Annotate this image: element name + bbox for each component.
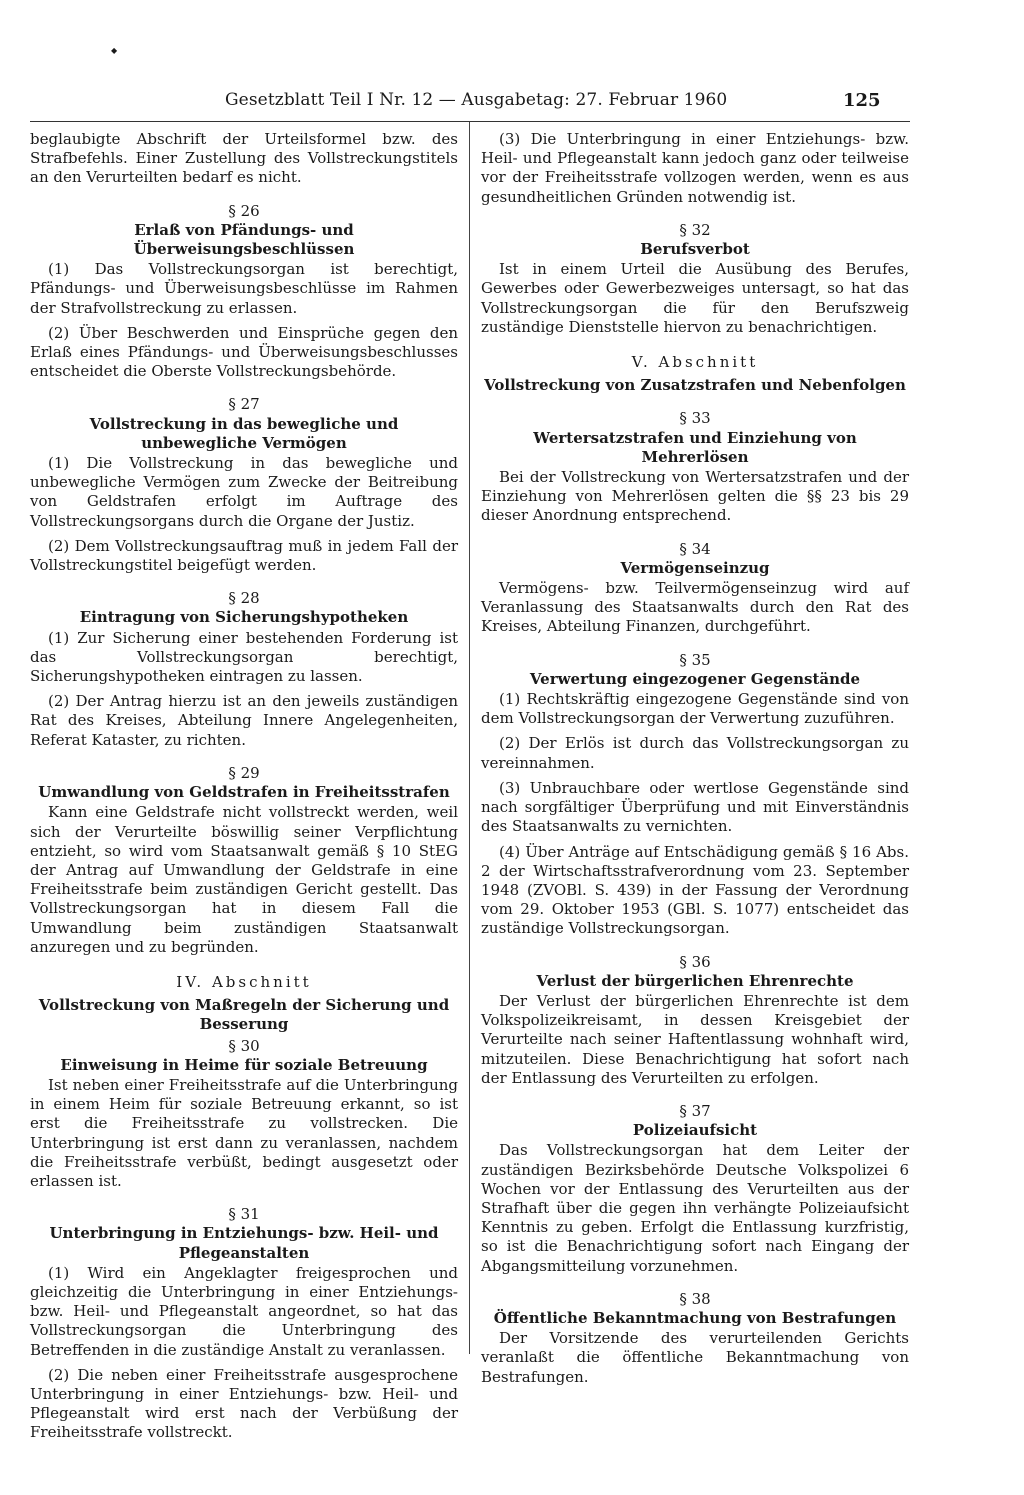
section-title: Polizeiaufsicht xyxy=(632,1121,758,1140)
section-number: § 30 xyxy=(228,1036,260,1055)
speck-mark: ◆ xyxy=(111,46,118,55)
section-title: Vollstreckung in das bewegliche und unbewegliche Vermögen xyxy=(89,414,399,452)
paragraph: (4) Über Anträge auf Entschädigung gemäß § 16 Abs. 2 der Wirtschaftsstrafverordnung vom 23. September 1948 (ZVOBl. S. 439) in der Fassung der Verordnung vom 29. Oktober 1953 (GBl. S. 1077) entscheidet das zuständige Vollstreckungsorgan. xyxy=(481,842,909,938)
section-number: § 28 xyxy=(228,589,260,608)
section-title: Verlust der bürgerlichen Ehrenrechte xyxy=(536,971,854,990)
section-number: § 29 xyxy=(228,763,260,782)
paragraph: (1) Die Vollstreckung in das bewegliche und unbewegliche Vermögen zum Zwecke der Beitreibung von Geldstrafen erfolgt im Auftrage des Vollstreckungsorgans durch die Organe der Justiz. xyxy=(30,454,458,530)
running-head: Gesetzblatt Teil I Nr. 12 — Ausgabetag: 27. Februar 1960 xyxy=(225,90,728,110)
section-title: Berufsverbot xyxy=(640,240,750,259)
column-divider xyxy=(469,122,470,1354)
section-number: § 26 xyxy=(228,201,260,220)
header-rule xyxy=(30,121,910,122)
section-title: Öffentliche Bekanntmachung von Bestrafungen xyxy=(493,1308,897,1327)
carry-over-paragraph: (3) Die Unterbringung in einer Entziehungs- bzw. Heil- und Pflegeanstalt kann jedoch ganz oder teilweise vor der Freiheitsstrafe vollzogen werden, wenn es aus gesundheitlichen Gründen notwendig ist. xyxy=(481,130,909,206)
paragraph: Der Vorsitzende des verurteilenden Gerichts veranlaßt die öffentliche Bekanntmachung von Bestrafungen. xyxy=(481,1329,909,1386)
section-number: § 35 xyxy=(679,650,711,669)
carry-over-paragraph: beglaubigte Abschrift der Urteilsformel bzw. des Strafbefehls. Einer Zustellung des Vollstreckungstitels an den Verurteilten bedarf es nicht. xyxy=(30,130,458,187)
paragraph: (1) Rechtskräftig eingezogene Gegenstände sind von dem Vollstreckungsorgan der Verwertung zuzuführen. xyxy=(481,690,909,728)
right-column xyxy=(481,130,909,1393)
section-number: § 33 xyxy=(679,409,711,428)
paragraph: (2) Der Antrag hierzu ist an den jeweils zuständigen Rat des Kreises, Abteilung Innere Angelegenheiten, Referat Kataster, zu richten. xyxy=(30,692,458,749)
paragraph: Das Vollstreckungsorgan hat dem Leiter der zuständigen Bezirksbehörde Deutsche Volkspolizei 6 Wochen vor der Entlassung des Verurteilten aus der Strafhaft über die gegen ihn verhängte Polizeiaufsicht Kenntnis zu geben. Erfolgt die Entlassung kurzfristig, so ist die Benachrichtigung sofort nach Eingang der Abgangsmitteilung vorzunehmen. xyxy=(481,1141,909,1275)
section-title: Wertersatzstrafen und Einziehung von Mehrerlösen xyxy=(533,428,857,466)
chapter-title: Vollstreckung von Maßregeln der Sicherung und Besserung xyxy=(38,996,450,1034)
section-title: Erlaß von Pfändungs- und Überweisungsbeschlüssen xyxy=(133,220,355,259)
paragraph: Ist neben einer Freiheitsstrafe auf die Unterbringung in einem Heim für soziale Betreuung erkannt, so ist erst die Freiheitsstrafe zu vollstrecken. Die Unterbringung ist erst dann zu veranlassen, nachdem die Freiheitsstrafe verbüßt, bedingt ausgesetzt oder erlassen ist. xyxy=(30,1075,458,1190)
paragraph: Ist in einem Urteil die Ausübung des Berufes, Gewerbes oder Gewerbezweiges untersagt, so hat das Vollstreckungsorgan die für den Berufszweig zuständige Dienststelle hiervon zu benachrichtigen. xyxy=(481,260,909,336)
section-title: Einweisung in Heime für soziale Betreuung xyxy=(60,1055,428,1074)
section-number: § 37 xyxy=(679,1101,711,1120)
paragraph: (1) Zur Sicherung einer bestehenden Forderung ist das Vollstreckungsorgan berechtigt, Sicherungshypotheken eintragen zu lassen. xyxy=(30,628,458,686)
section-number: § 31 xyxy=(228,1205,260,1224)
section-title: Eintragung von Sicherungshypotheken xyxy=(79,608,409,627)
paragraph: (2) Über Beschwerden und Einsprüche gegen den Erlaß eines Pfändungs- und Überweisungsbeschlusses entscheidet die Oberste Vollstreckungsbehörde. xyxy=(30,323,458,381)
section-number: § 34 xyxy=(679,539,711,558)
paragraph: (2) Der Erlös ist durch das Vollstreckungsorgan zu vereinnahmen. xyxy=(481,734,909,772)
section-number: § 32 xyxy=(679,220,711,239)
chapter-title: Vollstreckung von Zusatzstrafen und Nebenfolgen xyxy=(484,376,906,395)
paragraph: Vermögens- bzw. Teilvermögenseinzug wird auf Veranlassung des Staatsanwalts durch den Rat des Kreises, Abteilung Finanzen, durchgeführt. xyxy=(481,579,909,636)
section-title: Unterbringung in Entziehungs- bzw. Heil- und Pflegeanstalten xyxy=(49,1224,439,1262)
left-column xyxy=(30,130,458,1449)
chapter-label: IV. Abschnitt xyxy=(176,972,312,991)
section-number: § 38 xyxy=(679,1289,711,1308)
paragraph: (3) Unbrauchbare oder wertlose Gegenstände sind nach sorgfältiger Überprüfung und mit Einverständnis des Staatsanwalts zu vernichten. xyxy=(481,778,909,836)
paragraph: Bei der Vollstreckung von Wertersatzstrafen und der Einziehung von Mehrerlösen gelten die §§ 23 bis 29 dieser Anordnung entsprechend. xyxy=(481,468,909,525)
paragraph: (2) Die neben einer Freiheitsstrafe ausgesprochene Unterbringung in einer Entziehungs- bzw. Heil- und Pflegeanstalt wird erst nach der Verbüßung der Freiheitsstrafe vollstreckt. xyxy=(30,1365,458,1442)
chapter-label: V. Abschnitt xyxy=(631,353,759,372)
section-number: § 36 xyxy=(679,952,711,971)
paragraph: (1) Das Vollstreckungsorgan ist berechtigt, Pfändungs- und Überweisungsbeschlüsse im Rahmen der Strafvollstreckung zu erlassen. xyxy=(30,260,458,317)
page-number: 125 xyxy=(843,90,881,111)
paragraph: Kann eine Geldstrafe nicht vollstreckt werden, weil sich der Verurteilte böswillig seiner Verpflichtung entzieht, so wird vom Staatsanwalt gemäß § 10 StEG der Antrag auf Umwandlung der Geldstrafe in eine Freiheitsstrafe beim zuständigen Gericht gestellt. Das Vollstreckungsorgan hat in diesem Fall die Umwandlung beim zuständigen Staatsanwalt anzuregen und zu begründen. xyxy=(30,803,458,956)
paragraph: Der Verlust der bürgerlichen Ehrenrechte ist dem Volkspolizeikreisamt, in dessen Kreisgebiet der Verurteilte nach seiner Haftentlassung wohnhaft wird, mitzuteilen. Diese Benachrichtigung hat sofort nach der Entlassung des Verurteilten zu erfolgen. xyxy=(481,991,909,1087)
section-title: Vermögenseinzug xyxy=(620,558,770,577)
section-title: Verwertung eingezogener Gegenstände xyxy=(529,669,861,688)
paragraph: (1) Wird ein Angeklagter freigesprochen und gleichzeitig die Unterbringung in einer Entziehungs- bzw. Heil- und Pflegeanstalt angeordnet, so hat das Vollstreckungsorgan die Unterbringung des Betreffenden in die zuständige Anstalt zu veranlassen. xyxy=(30,1263,458,1359)
section-number: § 27 xyxy=(228,395,260,414)
section-title: Umwandlung von Geldstrafen in Freiheitsstrafen xyxy=(38,783,450,802)
paragraph: (2) Dem Vollstreckungsauftrag muß in jedem Fall der Vollstreckungstitel beigefügt werden. xyxy=(30,536,458,575)
